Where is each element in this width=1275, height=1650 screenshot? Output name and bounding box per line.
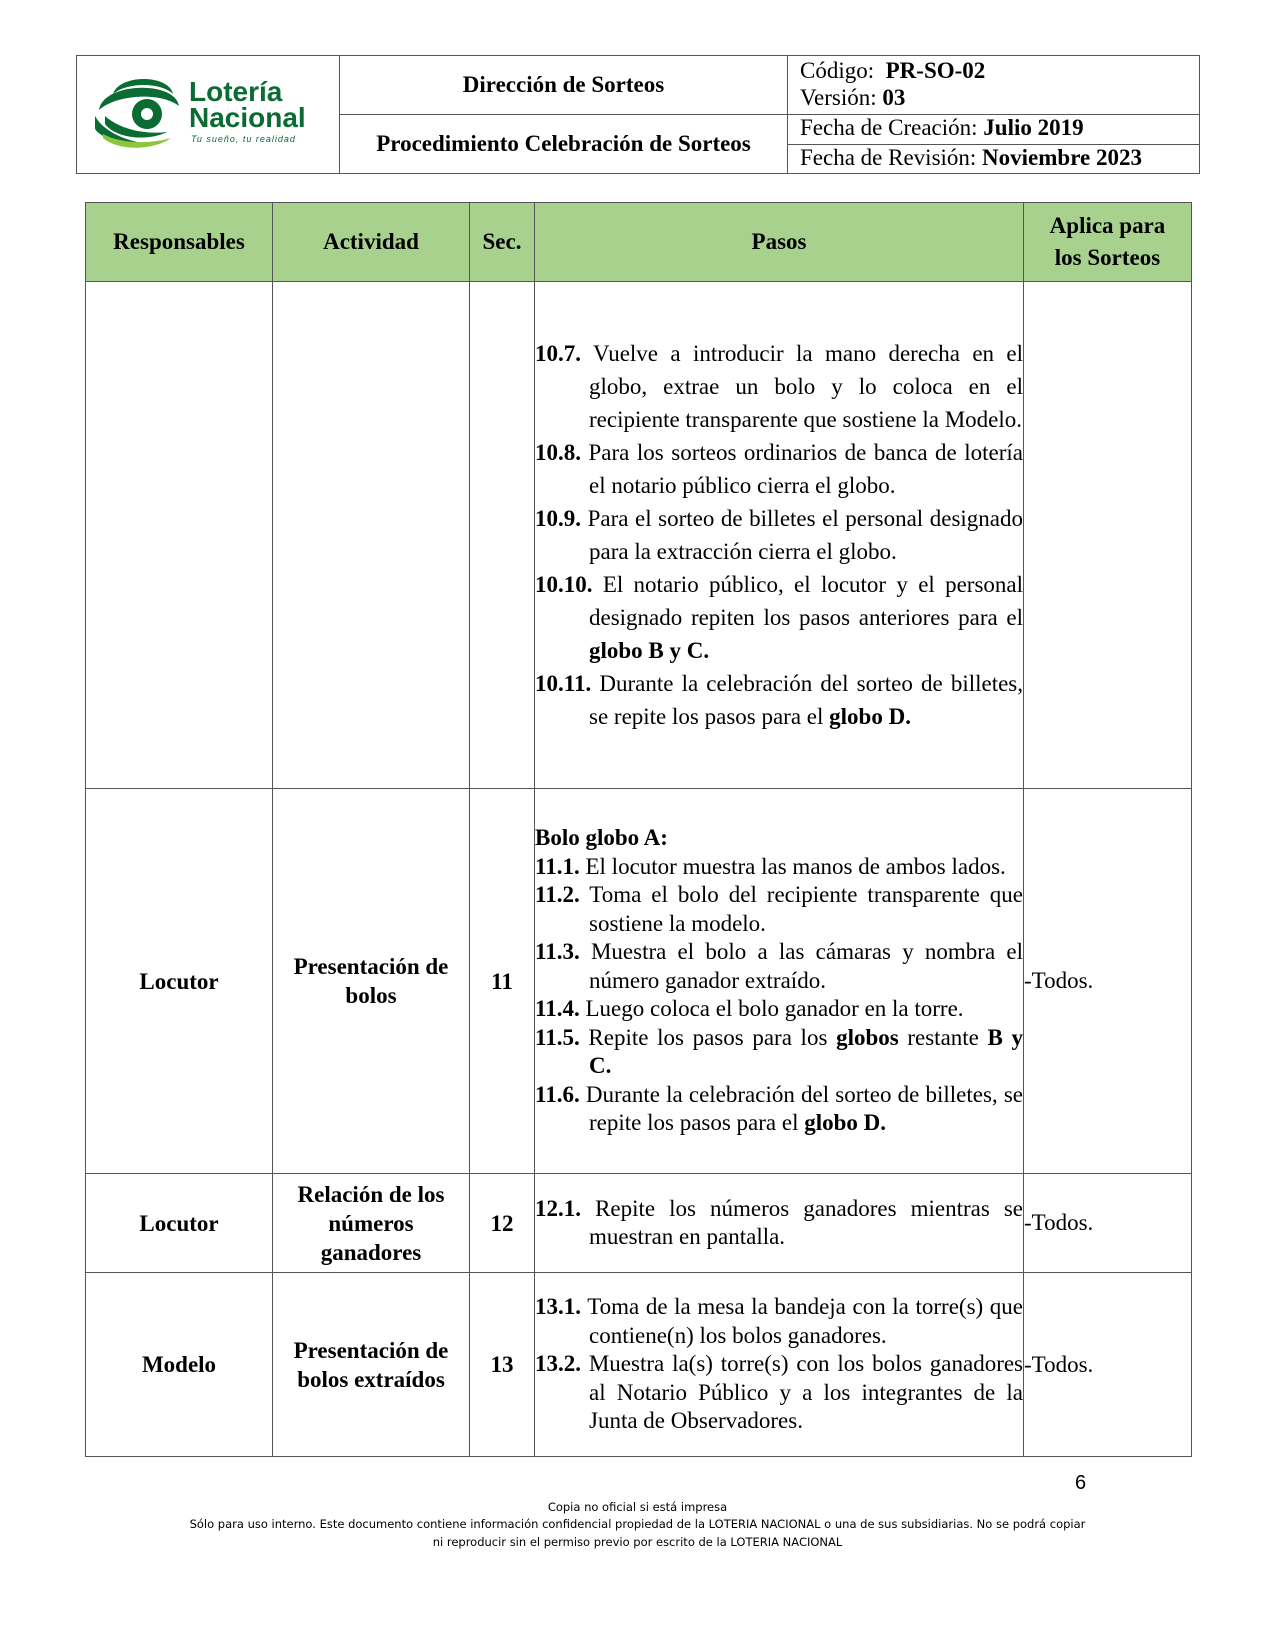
step-item <box>535 667 1023 733</box>
logo-cell <box>77 56 340 173</box>
step-item <box>535 938 1023 995</box>
cell-actividad: Relación de los números ganadores <box>273 1174 470 1273</box>
cell-aplica: -Todos. <box>1024 789 1192 1174</box>
step-text: Vuelve a introducir la mano derecha en el globo, extrae un bolo y lo coloca en el recipiente transparente que sostiene la Modelo. <box>589 341 1023 432</box>
loteria-logo-icon <box>91 72 181 152</box>
cell-sec <box>470 282 535 789</box>
step-text-bold: globos <box>836 1024 899 1050</box>
step-item <box>535 1024 1023 1081</box>
cell-aplica: -Todos. <box>1024 1174 1192 1273</box>
step-number: 11.4. <box>535 996 580 1022</box>
step-text: Para el sorteo de billetes el personal designado para la extracción cierra el globo. <box>587 506 1024 564</box>
header-pasos: Pasos <box>535 203 1024 282</box>
step-item <box>535 1195 1023 1252</box>
cell-actividad: Presentación de bolos extraídos <box>273 1273 470 1457</box>
step-item <box>535 1350 1023 1436</box>
creacion-value: Julio 2019 <box>983 115 1084 140</box>
step-number: 11.2. <box>535 882 580 908</box>
steps-list <box>535 853 1023 1138</box>
header-aplica-line1: Aplica para <box>1049 213 1166 238</box>
step-number: 11.5. <box>535 1024 580 1050</box>
step-item <box>535 568 1023 667</box>
document-info-cell <box>788 56 1199 173</box>
step-text: Durante la celebración del sorteo de billetes, se repite los pasos para el <box>589 671 1024 729</box>
header-sec: Sec. <box>470 203 535 282</box>
table-header-row <box>86 203 1192 282</box>
step-number: 10.10. <box>535 572 593 597</box>
steps-list <box>535 337 1023 733</box>
cell-actividad: Presentación de bolos <box>273 789 470 1174</box>
version-label: Versión: <box>800 85 877 110</box>
cell-pasos <box>535 1273 1024 1457</box>
header-actividad: Actividad <box>273 203 470 282</box>
step-number: 11.1. <box>535 853 580 879</box>
procedure-table-wrapper <box>85 202 1191 1457</box>
footer-reproduction-notice: ni reproducir sin el permiso previo por escrito de la LOTERIA NACIONAL <box>432 1535 843 1549</box>
cell-actividad <box>273 282 470 789</box>
version-line <box>788 84 1199 112</box>
step-number: 10.11. <box>535 671 592 696</box>
step-item <box>535 995 1023 1024</box>
step-text: Repite los números ganadores mientras se muestran en pantalla. <box>589 1195 1024 1249</box>
footer-confidential-notice: Sólo para uso interno. Este documento contiene información confidencial propiedad de la LOTERIA NACIONAL o una de sus subsidiarias. No se podrá copiar <box>189 1517 1086 1531</box>
procedure-table <box>85 202 1192 1457</box>
step-text: Toma el bolo del recipiente transparente que sostiene la modelo. <box>589 882 1023 936</box>
revision-line <box>788 144 1199 172</box>
step-text: restante <box>898 1024 988 1050</box>
cell-responsable <box>86 282 273 789</box>
step-text: Repite los pasos para los <box>588 1024 837 1050</box>
step-item <box>535 1293 1023 1350</box>
footer-copy-notice: Copia no oficial si está impresa <box>547 1500 728 1514</box>
step-number: 11.3. <box>535 939 580 965</box>
creacion-line <box>788 114 1199 142</box>
step-number: 10.9. <box>535 506 581 531</box>
step-text: Toma de la mesa la bandeja con la torre(s) que contiene(n) los bolos ganadores. <box>587 1294 1023 1348</box>
page-number: 6 <box>1075 1472 1087 1494</box>
step-number: 13.1. <box>535 1294 581 1320</box>
step-text-bold: globo B y C. <box>589 638 710 663</box>
cell-responsable: Locutor <box>86 1174 273 1273</box>
revision-label: Fecha de Revisión: <box>800 145 977 170</box>
steps-list <box>535 1195 1023 1252</box>
department-title: Dirección de Sorteos <box>340 56 787 115</box>
step-text: Muestra la(s) torre(s) con los bolos ganadores al Notario Público y a los integrantes de la Junta de Observadores. <box>588 1351 1024 1434</box>
creacion-label: Fecha de Creación: <box>800 115 978 140</box>
cell-pasos <box>535 1174 1024 1273</box>
document-header <box>76 55 1200 174</box>
step-number: 13.2. <box>535 1351 581 1377</box>
steps-list <box>535 1293 1023 1436</box>
table-row <box>86 1174 1192 1273</box>
version-value: 03 <box>882 85 906 110</box>
logo-tagline: Tu sueño, tu realidad <box>191 134 296 144</box>
codigo-line <box>788 57 1199 85</box>
step-item <box>535 853 1023 882</box>
step-item <box>535 502 1023 568</box>
cell-sec: 11 <box>470 789 535 1174</box>
step-subheading: Bolo globo A: <box>535 825 668 851</box>
cell-pasos <box>535 789 1024 1174</box>
cell-aplica: -Todos. <box>1024 1273 1192 1457</box>
step-text: Durante la celebración del sorteo de billetes, se repite los pasos para el <box>585 1081 1023 1136</box>
logo-name-line2: Nacional <box>189 102 306 133</box>
table-row <box>86 282 1192 789</box>
step-text: Para los sorteos ordinarios de banca de lotería el notario público cierra el globo. <box>588 440 1023 498</box>
cell-responsable: Modelo <box>86 1273 273 1457</box>
table-row <box>86 789 1192 1174</box>
step-number: 10.7. <box>535 341 581 366</box>
step-item <box>535 881 1023 938</box>
header-aplica <box>1024 203 1192 282</box>
title-cell <box>340 56 788 173</box>
step-text-bold: globo D. <box>829 704 911 729</box>
header-responsables: Responsables <box>86 203 273 282</box>
codigo-label: Código: <box>800 58 875 83</box>
step-text: El notario público, el locutor y el personal designado repiten los pasos anteriores para el <box>589 572 1024 630</box>
step-item <box>535 337 1023 436</box>
step-number: 10.8. <box>535 440 581 465</box>
logo-name-line1: Lotería <box>189 76 283 107</box>
step-text-bold: B y C. <box>589 1024 1024 1079</box>
step-text: El locutor muestra las manos de ambos lados. <box>585 853 1006 879</box>
procedure-title: Procedimiento Celebración de Sorteos <box>376 131 751 156</box>
cell-pasos <box>535 282 1024 789</box>
step-number: 11.6. <box>535 1081 580 1107</box>
step-item <box>535 436 1023 502</box>
header-aplica-line2: los Sorteos <box>1054 245 1161 270</box>
table-row <box>86 1273 1192 1457</box>
codigo-value: PR-SO-02 <box>885 58 986 83</box>
step-item <box>535 1081 1023 1138</box>
cell-aplica <box>1024 282 1192 789</box>
revision-value: Noviembre 2023 <box>982 145 1142 170</box>
step-text-bold: globo D. <box>804 1110 887 1136</box>
cell-responsable: Locutor <box>86 789 273 1174</box>
step-text: Muestra el bolo a las cámaras y nombra el número ganador extraído. <box>589 939 1023 993</box>
step-text: Luego coloca el bolo ganador en la torre. <box>585 996 964 1022</box>
step-number: 12.1. <box>535 1195 581 1221</box>
cell-sec: 13 <box>470 1273 535 1457</box>
cell-sec: 12 <box>470 1174 535 1273</box>
